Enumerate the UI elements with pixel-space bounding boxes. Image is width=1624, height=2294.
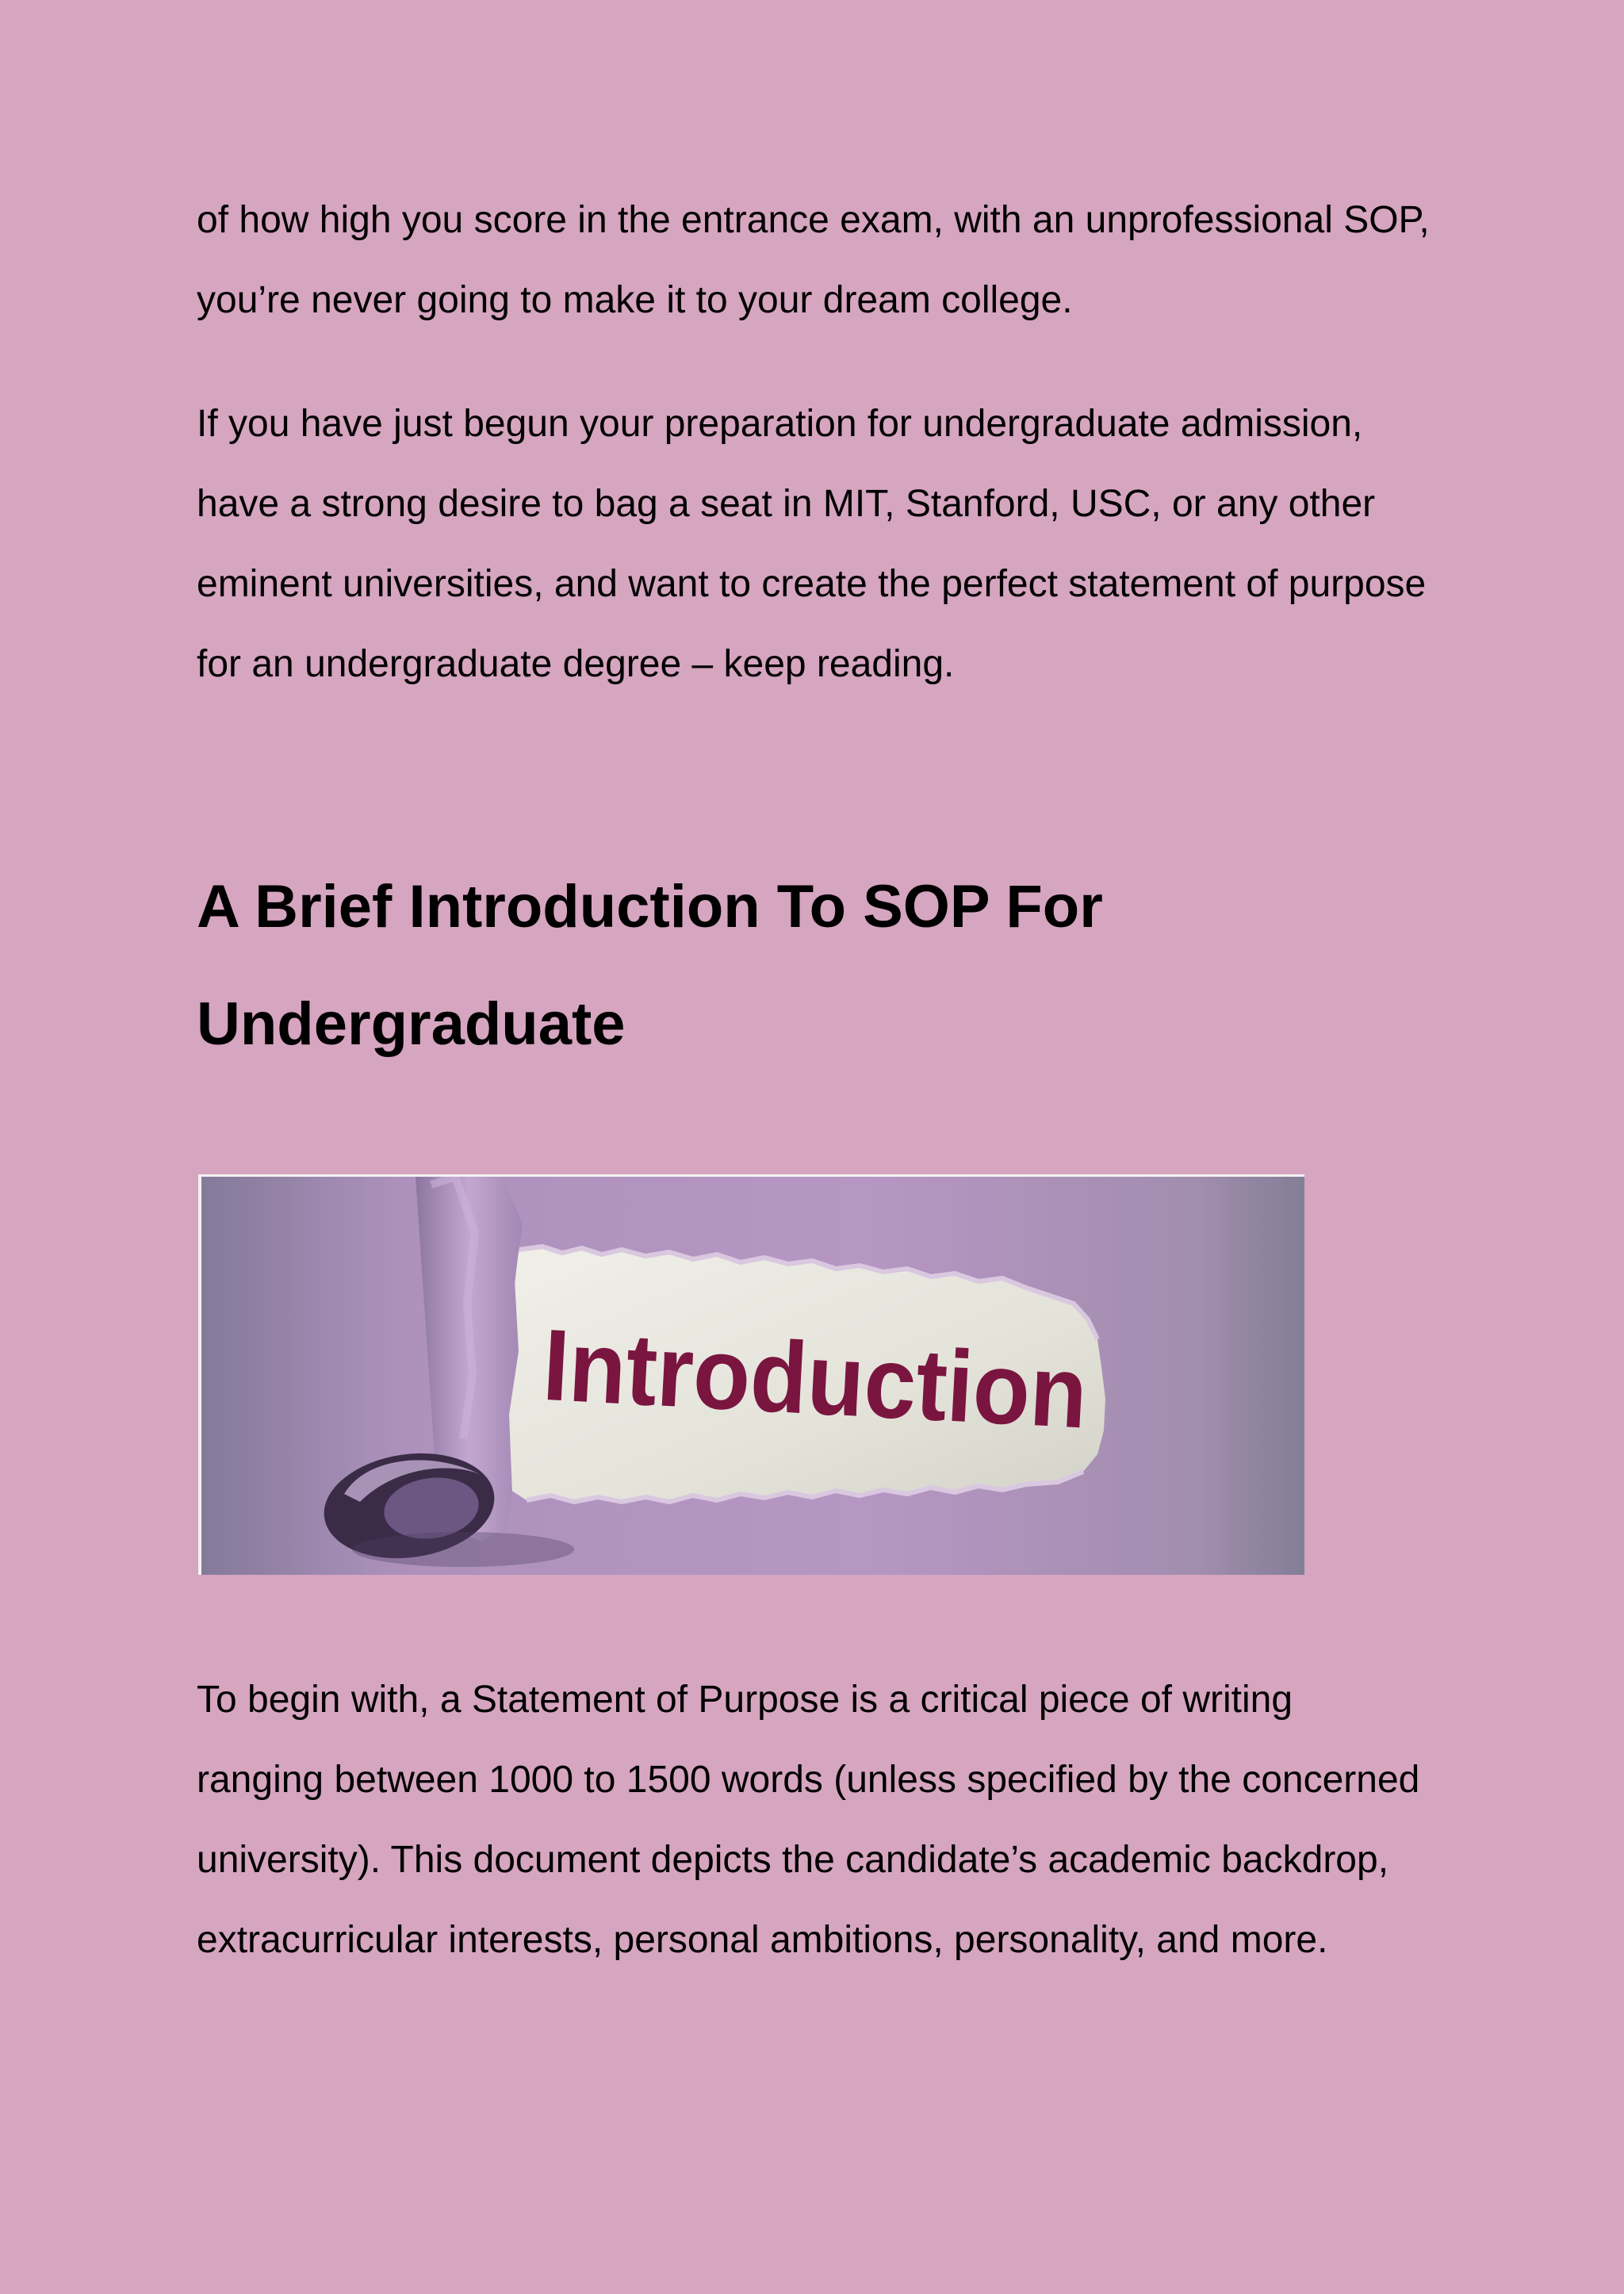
definition-first-line: To begin with, a Statement of Purpose is a critical piece of writing: [197, 1679, 1293, 1721]
definition-rest: ranging between 1000 to 1500 words (unless specified by the concerned university). This document depicts the candidate’s academic backdrop, extracurricular interests, personal ambitions, personality, and more.: [197, 1759, 1420, 1961]
torn-paper-illustration: [201, 1177, 1304, 1575]
introduction-image: [198, 1174, 1304, 1575]
body-paragraph-definition: [197, 1660, 1450, 1980]
body-paragraph-continuation: of how high you score in the entrance exam, with an unprofessional SOP, you’re never going to make it to your dream college.: [197, 199, 1430, 321]
introduction-word: Introduction: [540, 1308, 1090, 1450]
section-heading: A Brief Introduction To SOP For Undergraduate: [197, 873, 1103, 1058]
body-paragraph-intro: If you have just begun your preparation for undergraduate admission, have a strong desire to bag a seat in MIT, Stanford, USC, or any other eminent universities, and want to create the perfect statement of purpose for an undergraduate degree – keep reading.: [197, 403, 1427, 685]
